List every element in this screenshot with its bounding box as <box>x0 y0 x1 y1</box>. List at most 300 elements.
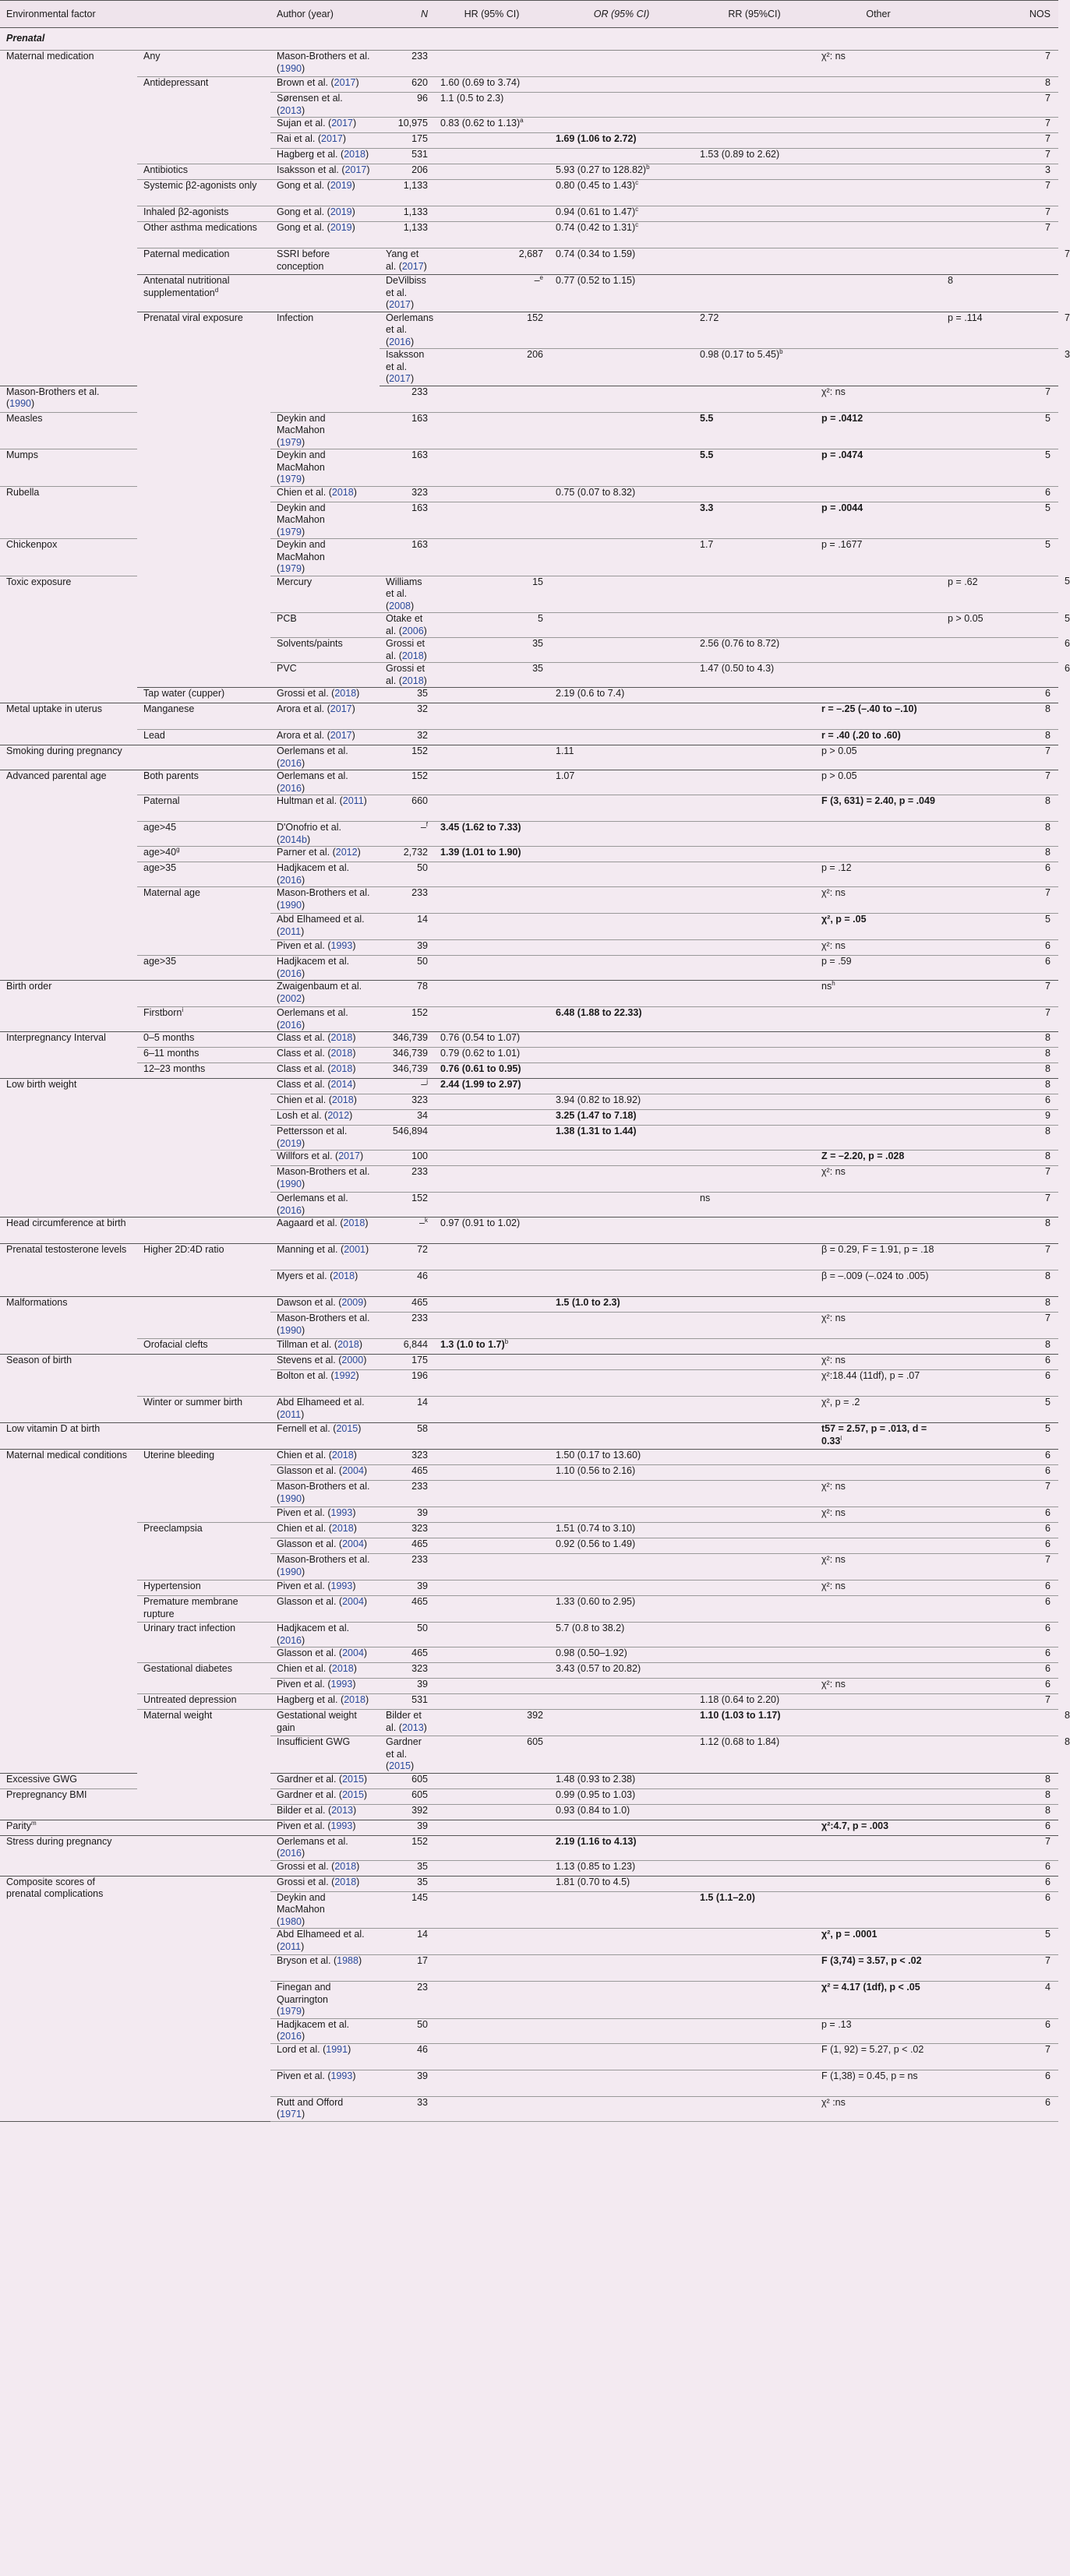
hr-cell <box>434 1507 549 1523</box>
subfactor-cell <box>270 275 380 312</box>
author-year[interactable]: 1990 <box>280 1178 302 1189</box>
n-value: 465 <box>411 1465 428 1476</box>
author-name: Bryson et al. <box>277 1955 331 1966</box>
hr-cell <box>434 1679 549 1694</box>
subfactor-cell <box>137 956 270 981</box>
rr-value: 1.18 (0.64 to 2.20) <box>700 1694 780 1705</box>
author-year[interactable]: 1990 <box>280 899 302 911</box>
author-name: Gong et al. <box>277 180 325 191</box>
author-name: Chien et al. <box>277 486 327 498</box>
rr-cell <box>694 1126 815 1151</box>
n-cell <box>380 180 434 206</box>
other-value: p = .62 <box>948 576 978 587</box>
other-cell <box>815 1982 941 2019</box>
n-value: 163 <box>411 449 428 460</box>
other-value: χ²: ns <box>821 51 846 62</box>
or-cell <box>549 1554 694 1580</box>
nos-value: 5 <box>1065 613 1070 624</box>
footnote-mark: c <box>635 178 639 186</box>
author-year[interactable]: 2016 <box>280 967 302 979</box>
nos-cell <box>941 1481 1058 1507</box>
nos-value: 7 <box>1045 1166 1051 1177</box>
author-year[interactable]: 1979 <box>280 2006 302 2017</box>
header-other: Other <box>815 1 941 28</box>
author-name: Mason-Brothers et al. <box>277 1481 370 1492</box>
author-year[interactable]: 1990 <box>9 398 31 409</box>
subfactor-cell <box>270 613 380 638</box>
nos-value: 6 <box>1045 2096 1051 2108</box>
author-year[interactable]: 2004 <box>342 1538 364 1549</box>
author-year[interactable]: 2016 <box>280 757 302 769</box>
other-cell <box>815 1110 941 1126</box>
author-year[interactable]: 2016 <box>280 1019 302 1031</box>
subfactor-label: Mumps <box>6 449 38 460</box>
author-year[interactable]: 2004 <box>342 1465 364 1476</box>
author-year[interactable]: 1971 <box>280 2109 302 2120</box>
or-value: 1.50 (0.17 to 13.60) <box>556 1450 641 1461</box>
author-cell: Yang et al. (2017) <box>380 248 434 275</box>
rr-cell <box>694 1339 815 1355</box>
author-year[interactable]: 1990 <box>280 1492 302 1504</box>
author-year[interactable]: 2017 <box>338 1151 361 1161</box>
author-year[interactable]: 2017 <box>330 730 352 741</box>
author-year[interactable]: 2019 <box>280 1137 302 1149</box>
nos-cell <box>941 1929 1058 1955</box>
author-year[interactable]: 1979 <box>280 563 302 574</box>
or-cell <box>694 576 815 613</box>
hr-cell <box>434 93 549 118</box>
n-value: 145 <box>411 1891 428 1903</box>
author-year[interactable]: 2017 <box>331 118 354 129</box>
author-year[interactable]: 2018 <box>401 675 424 686</box>
author-year[interactable]: 2019 <box>330 206 352 217</box>
author-year[interactable]: 2019 <box>330 180 352 191</box>
rr-cell <box>694 1450 815 1465</box>
author-year[interactable]: 1990 <box>280 1324 302 1336</box>
author-year[interactable]: 2016 <box>280 1634 302 1646</box>
nos-value: 6 <box>1045 1623 1051 1633</box>
author-name: Hagberg et al. <box>277 149 338 160</box>
author-year[interactable]: 2017 <box>321 133 343 144</box>
n-value: 206 <box>527 349 543 360</box>
author-year[interactable]: 2018 <box>331 1450 354 1461</box>
author-year[interactable]: 2018 <box>331 1523 354 1534</box>
n-cell <box>380 1166 434 1193</box>
author-year[interactable]: 2004 <box>342 1596 364 1607</box>
nos-cell <box>941 1007 1058 1032</box>
other-value: χ²: ns <box>821 1507 846 1518</box>
n-cell <box>380 1835 434 1860</box>
n-cell <box>434 275 549 312</box>
author-year[interactable]: 2002 <box>280 992 302 1004</box>
author-cell: Piven et al. (1993) <box>270 1679 380 1694</box>
author-year[interactable]: 2017 <box>330 703 352 714</box>
n-value: 152 <box>411 1835 428 1847</box>
author-year[interactable]: 2012 <box>335 847 358 858</box>
author-cell: Grossi et al. (2018) <box>270 1860 380 1876</box>
author-year[interactable]: 2018 <box>401 650 424 661</box>
other-value: p > 0.05 <box>821 770 857 781</box>
other-cell <box>815 1297 941 1313</box>
other-cell <box>815 539 941 576</box>
author-year[interactable]: 2009 <box>341 1297 364 1308</box>
n-cell <box>380 1804 434 1820</box>
author-year[interactable]: 2011 <box>280 1408 302 1420</box>
author-year[interactable]: 2018 <box>334 688 357 699</box>
author-name: Willfors et al. <box>277 1151 333 1161</box>
hr-cell <box>434 1270 549 1297</box>
n-cell <box>380 1788 434 1804</box>
nos-cell <box>941 1244 1058 1270</box>
author-cell: Bilder et al. (2013) <box>380 1710 434 1736</box>
nos-value: 8 <box>1045 1126 1051 1136</box>
or-cell <box>549 1929 694 1955</box>
other-value: χ²: ns <box>821 1679 846 1690</box>
subfactor-cell <box>0 412 137 449</box>
n-value: 346,739 <box>392 1063 428 1074</box>
author-year[interactable]: 2013 <box>401 1721 424 1733</box>
nos-value: 7 <box>1045 1554 1051 1565</box>
n-value: 152 <box>527 312 543 323</box>
n-value: 546,894 <box>392 1126 428 1136</box>
nos-value: 8 <box>1045 730 1051 741</box>
rr-cell <box>694 164 815 180</box>
author-year[interactable]: 2011 <box>280 925 302 937</box>
factor-cell <box>0 745 137 770</box>
rr-cell <box>694 1397 815 1423</box>
author-year[interactable]: 2013 <box>331 1804 353 1816</box>
author-year[interactable]: 1992 <box>334 1370 356 1381</box>
n-cell <box>380 2018 434 2043</box>
author-year[interactable]: 2016 <box>280 782 302 794</box>
subfactor-cell <box>137 745 270 770</box>
nos-value: 8 <box>1045 1804 1051 1816</box>
subfactor-label: Untreated depression <box>143 1694 237 1705</box>
other-cell <box>815 1423 941 1450</box>
other-cell <box>815 1218 941 1244</box>
other-cell <box>941 576 1058 613</box>
subfactor-cell <box>0 539 137 576</box>
rr-cell <box>694 1297 815 1313</box>
author-year[interactable]: 2017 <box>389 299 411 310</box>
header-hr: HR (95% CI) <box>434 1 549 28</box>
author-cell: Rutt and Offord (1971) <box>270 2096 380 2121</box>
other-cell <box>815 1955 941 1982</box>
rr-cell <box>694 1876 815 1891</box>
nos-cell <box>941 1397 1058 1423</box>
author-year[interactable]: 2016 <box>280 2031 302 2042</box>
author-year[interactable]: 2016 <box>280 1204 302 1216</box>
nos-value: 3 <box>1065 349 1070 360</box>
table-row <box>0 1339 1058 1355</box>
author-year[interactable]: 2014b <box>280 833 307 845</box>
author-year[interactable]: 2015 <box>336 1423 358 1434</box>
subfactor-label: age>45 <box>143 822 177 833</box>
author-year[interactable]: 2018 <box>330 1048 353 1059</box>
rr-cell <box>694 1694 815 1710</box>
nos-value: 7 <box>1045 887 1051 898</box>
nos-cell <box>941 133 1058 149</box>
author-year[interactable]: 2012 <box>327 1110 350 1121</box>
or-cell <box>549 486 694 502</box>
n-cell <box>380 1193 434 1218</box>
header-nos: NOS <box>941 1 1058 28</box>
author-year[interactable]: 1993 <box>330 1820 353 1831</box>
author-year[interactable]: 1988 <box>337 1955 358 1966</box>
author-year[interactable]: 2018 <box>334 1876 357 1887</box>
rr-value: 1.7 <box>700 539 714 550</box>
n-cell <box>380 940 434 956</box>
or-cell <box>694 312 815 349</box>
other-cell <box>815 1820 941 1835</box>
author-cell: Gardner et al. (2015) <box>270 1773 380 1788</box>
nos-cell <box>941 1835 1058 1860</box>
author-year[interactable]: 2000 <box>341 1355 364 1366</box>
author-year[interactable]: 2015 <box>342 1773 364 1785</box>
author-name: Dawson et al. <box>277 1297 336 1308</box>
or-cell <box>549 502 694 539</box>
n-cell <box>380 1063 434 1079</box>
or-cell <box>549 1126 694 1151</box>
n-value: 39 <box>417 940 428 951</box>
subfactor-label: PCB <box>277 613 297 624</box>
author-cell: Chien et al. (2018) <box>270 1094 380 1110</box>
n-cell <box>380 449 434 487</box>
nos-value: 7 <box>1045 1313 1051 1323</box>
factor-label: Smoking during pregnancy <box>6 745 122 756</box>
n-value: 6,844 <box>403 1339 428 1350</box>
other-cell <box>941 312 1058 349</box>
author-cell: Class et al. (2018) <box>270 1032 380 1048</box>
hr-cell <box>434 164 549 180</box>
n-value: 233 <box>411 51 428 62</box>
author-year[interactable]: 2018 <box>330 1032 353 1043</box>
author-cell: Sujan et al. (2017) <box>270 118 380 133</box>
subfactor-cell <box>137 1218 270 1244</box>
author-year[interactable]: 1993 <box>330 2070 353 2081</box>
factor-label: Malformations <box>6 1297 68 1308</box>
footnote-mark: c <box>635 220 639 228</box>
rr-cell <box>694 1151 815 1166</box>
author-name: Hadjkacem et al. <box>277 956 350 967</box>
author-year[interactable]: 2018 <box>344 1694 365 1705</box>
or-value: 2.19 (1.16 to 4.13) <box>556 1835 637 1847</box>
author-cell: Oerlemans et al. (2016) <box>270 770 380 795</box>
author-year[interactable]: 2017 <box>401 260 424 272</box>
factor-cell <box>0 1032 137 1079</box>
author-year[interactable]: 2016 <box>280 1848 302 1859</box>
factor-cell <box>0 1835 137 1876</box>
author-cell: Piven et al. (1993) <box>270 2070 380 2096</box>
author-cell: Lord et al. (1991) <box>270 2043 380 2070</box>
author-year[interactable]: 1990 <box>280 62 302 74</box>
n-value: 14 <box>417 1929 428 1940</box>
author-year[interactable]: 2018 <box>344 149 365 160</box>
author-year[interactable]: 2011 <box>342 795 364 806</box>
header-n: N <box>380 1 434 28</box>
nos-cell <box>941 688 1058 703</box>
other-value: p = .0474 <box>821 449 863 460</box>
author-year[interactable]: 2015 <box>389 1760 411 1771</box>
or-value: 0.93 (0.84 to 1.0) <box>556 1804 630 1816</box>
subfactor-cell <box>270 663 380 688</box>
author-name: Grossi et al. <box>386 638 426 661</box>
or-value: 1.81 (0.70 to 4.5) <box>556 1876 630 1887</box>
hr-value: 1.3 (1.0 to 1.7) <box>440 1339 505 1350</box>
author-year[interactable]: 1980 <box>280 1915 302 1927</box>
author-year[interactable]: 2011 <box>280 1940 302 1952</box>
header-author: Author (year) <box>270 1 380 28</box>
or-value: 1.48 (0.93 to 2.38) <box>556 1773 636 1785</box>
hr-cell <box>434 222 549 248</box>
author-year[interactable]: 2016 <box>389 336 411 347</box>
author-cell: Bryson et al. (1988) <box>270 1955 380 1982</box>
rr-cell <box>694 1270 815 1297</box>
nos-value: 5 <box>1045 449 1051 460</box>
author-year[interactable]: 2006 <box>401 625 424 636</box>
n-cell <box>380 1623 434 1647</box>
table-row <box>0 312 1058 349</box>
or-value: 3.94 (0.82 to 18.92) <box>556 1094 641 1105</box>
n-value: 323 <box>411 1523 428 1534</box>
author-year[interactable]: 2019 <box>330 222 352 233</box>
author-year[interactable]: 2018 <box>331 1663 354 1674</box>
nos-cell <box>941 2096 1058 2121</box>
or-cell <box>549 770 694 795</box>
author-year[interactable]: 2018 <box>334 1860 357 1872</box>
hr-cell <box>549 312 694 349</box>
n-value: 50 <box>417 1623 428 1633</box>
table-row <box>0 180 1058 206</box>
other-value: p = .59 <box>821 956 852 967</box>
other-cell <box>815 93 941 118</box>
or-cell <box>694 248 815 275</box>
other-cell <box>815 887 941 914</box>
author-year[interactable]: 2001 <box>344 1244 365 1255</box>
hr-cell <box>434 1523 549 1538</box>
rr-cell <box>815 1736 941 1774</box>
rr-cell <box>815 1710 941 1736</box>
nos-cell <box>941 1891 1058 1929</box>
rr-cell <box>694 1032 815 1048</box>
author-year[interactable]: 2018 <box>330 1063 353 1074</box>
author-year[interactable]: 1991 <box>326 2043 348 2055</box>
author-year[interactable]: 2016 <box>280 874 302 886</box>
author-name: Gardner et al. <box>386 1736 422 1760</box>
n-cell <box>380 847 434 862</box>
n-cell <box>380 1094 434 1110</box>
other-cell <box>815 1580 941 1596</box>
nos-cell <box>941 1370 1058 1397</box>
n-value: 465 <box>411 1297 428 1308</box>
author-year[interactable]: 2018 <box>331 1094 354 1105</box>
footnote-mark: m <box>30 1819 37 1827</box>
subfactor-label: Rubella <box>6 486 40 498</box>
rr-cell <box>694 1835 815 1860</box>
n-cell <box>380 770 434 795</box>
rr-cell <box>694 795 815 822</box>
author-year[interactable]: 2014 <box>330 1079 353 1090</box>
author-year[interactable]: 1993 <box>330 1679 353 1690</box>
rr-cell <box>694 1193 815 1218</box>
author-cell: Aagaard et al. (2018) <box>270 1218 380 1244</box>
n-cell <box>434 248 549 275</box>
n-cell <box>380 981 434 1007</box>
author-name: Glasson et al. <box>277 1538 337 1549</box>
table-row <box>0 1048 1058 1063</box>
author-year[interactable]: 1993 <box>330 940 353 951</box>
other-cell <box>815 206 941 222</box>
other-cell <box>815 1596 941 1623</box>
subfactor-label: Mercury <box>277 576 313 587</box>
n-cell <box>380 1955 434 1982</box>
or-cell <box>549 1860 694 1876</box>
other-value: F (3,74) = 3.57, p < .02 <box>821 1955 922 1966</box>
author-year[interactable]: 2018 <box>337 1339 359 1350</box>
nos-cell <box>941 703 1058 730</box>
author-year[interactable]: 1993 <box>330 1580 353 1591</box>
other-value: p = .13 <box>821 2018 852 2030</box>
author-year[interactable]: 2004 <box>342 1647 364 1658</box>
n-cell <box>380 1032 434 1048</box>
nos-value: 6 <box>1045 956 1051 967</box>
n-value: 233 <box>411 386 428 397</box>
rr-cell <box>815 248 941 275</box>
nos-value: 6 <box>1045 1094 1051 1105</box>
nos-value: 6 <box>1045 1876 1051 1887</box>
hr-cell <box>434 539 549 576</box>
nos-value: 8 <box>1045 1297 1051 1308</box>
author-year[interactable]: 2018 <box>331 486 354 498</box>
other-value: χ²: ns <box>821 1355 846 1366</box>
hr-cell <box>434 745 549 770</box>
or-cell <box>549 2018 694 2043</box>
other-cell <box>815 1270 941 1297</box>
author-year[interactable]: 1979 <box>280 526 302 537</box>
author-year[interactable]: 2015 <box>342 1788 364 1800</box>
author-year[interactable]: 2017 <box>344 164 367 175</box>
author-cell: Chien et al. (2018) <box>270 1523 380 1538</box>
or-cell <box>549 2043 694 2070</box>
author-year[interactable]: 2018 <box>343 1218 365 1228</box>
nos-value: 8 <box>1045 795 1051 806</box>
author-year[interactable]: 2008 <box>389 600 411 611</box>
rr-cell <box>694 1481 815 1507</box>
n-cell <box>380 1218 434 1244</box>
or-cell <box>549 1218 694 1244</box>
n-value: 5 <box>538 613 543 624</box>
author-year[interactable]: 1990 <box>280 1566 302 1577</box>
hr-cell <box>434 51 549 77</box>
author-year[interactable]: 1979 <box>280 436 302 448</box>
author-year[interactable]: 2013 <box>280 104 302 116</box>
author-year[interactable]: 2017 <box>334 77 356 88</box>
subfactor-cell <box>137 1355 270 1397</box>
other-cell <box>815 1804 941 1820</box>
author-cell: Hadjkacem et al. (2016) <box>270 956 380 981</box>
author-year[interactable]: 2017 <box>389 373 411 384</box>
author-cell: Willfors et al. (2017) <box>270 1151 380 1166</box>
author-name: Arora et al. <box>277 730 325 741</box>
nos-value: 8 <box>1045 847 1051 858</box>
author-year[interactable]: 1993 <box>330 1507 353 1518</box>
author-cell: Mason-Brothers et al. (1990) <box>270 1166 380 1193</box>
author-cell: Bilder et al. (2013) <box>270 1804 380 1820</box>
hr-cell <box>434 1397 549 1423</box>
rr-cell <box>694 1313 815 1339</box>
author-year[interactable]: 2018 <box>333 1270 355 1281</box>
author-year[interactable]: 1979 <box>280 474 302 485</box>
